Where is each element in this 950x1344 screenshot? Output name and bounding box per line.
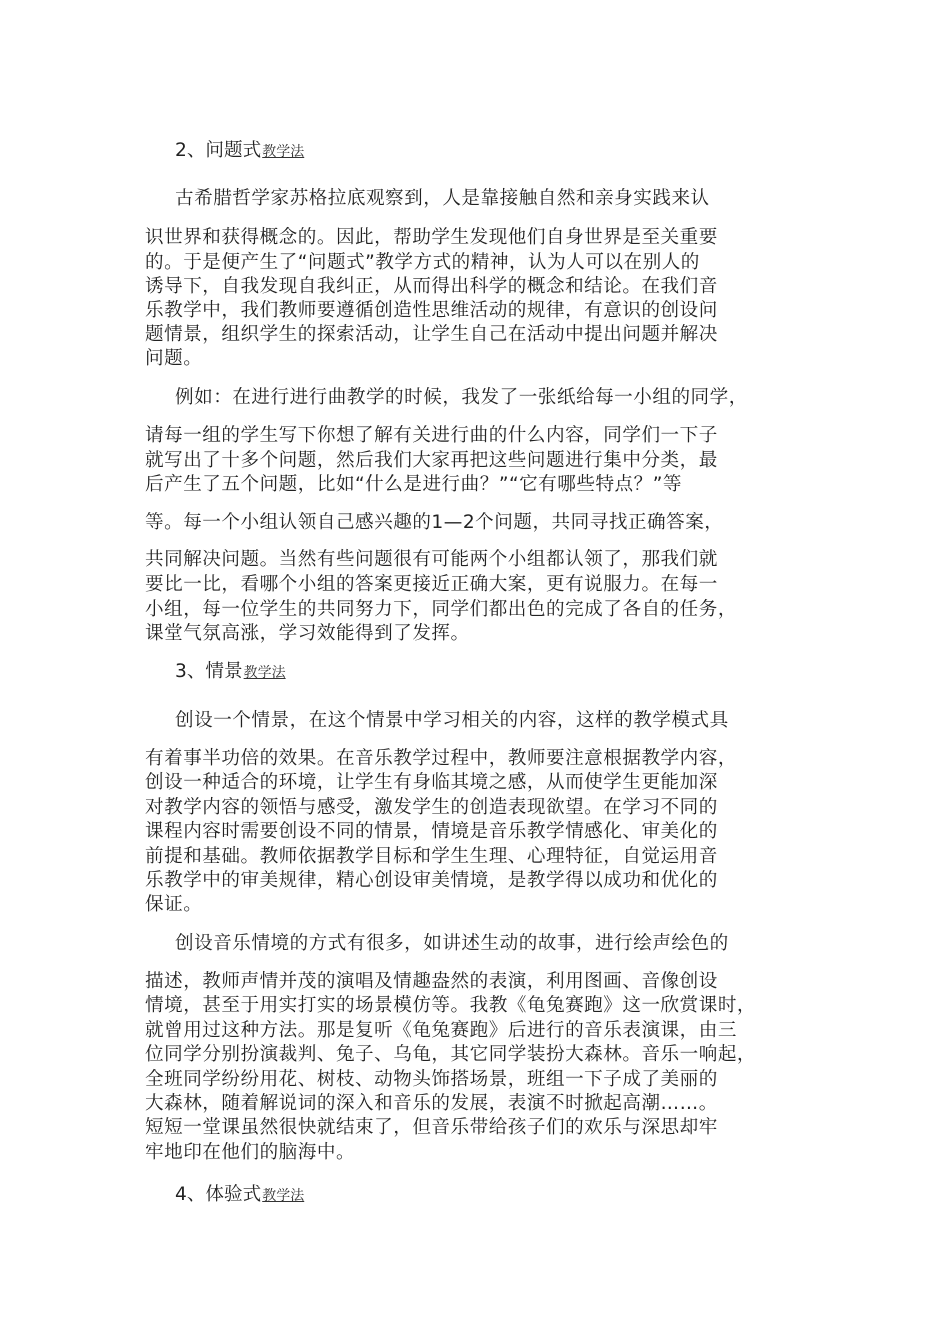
section-heading-2	[175, 139, 304, 164]
paragraph-line: 的。于是便产生了“问题式”教学方式的精神，认为人可以在别人的	[145, 252, 700, 273]
paragraph-line: 牢地印在他们的脑海中。	[145, 1142, 356, 1163]
paragraph-line: 要比一比，看哪个小组的答案更接近正确大案，更有说服力。在每一	[145, 574, 718, 595]
paragraph-line: 课堂气氛高涨，学习效能得到了发挥。	[145, 623, 470, 644]
paragraph-line: 请每一组的学生写下你想了解有关进行曲的什么内容，同学们一下子	[145, 425, 718, 446]
paragraph-line: 乐教学中的审美规律，精心创设审美情境，是教学得以成功和优化的	[145, 870, 718, 891]
section-heading-4	[175, 1183, 304, 1208]
paragraph-line: 创设一种适合的环境，让学生有身临其境之感，从而使学生更能加深	[145, 772, 718, 793]
paragraph-line: 创设一个情景，在这个情景中学习相关的内容，这样的教学模式具	[175, 710, 729, 731]
paragraph-line: 对教学内容的领悟与感受，激发学生的创造表现欲望。在学习不同的	[145, 797, 718, 818]
paragraph-line: 创设音乐情境的方式有很多，如讲述生动的故事，进行绘声绘色的	[175, 933, 729, 954]
paragraph-line: 题情景，组织学生的探索活动，让学生自己在活动中提出问题并解决	[145, 324, 718, 345]
paragraph-line: 就曾用过这种方法。那是复听《龟兔赛跑》后进行的音乐表演课，由三	[145, 1020, 737, 1041]
paragraph-line: 描述，教师声情并茂的演唱及情趣盎然的表演，利用图画、音像创设	[145, 971, 718, 992]
paragraph-line: 大森林，随着解说词的深入和音乐的发展，表演不时掀起高潮……。	[145, 1093, 718, 1114]
paragraph-line: 课程内容时需要创设不同的情景，情境是音乐教学情感化、审美化的	[145, 821, 718, 842]
heading-suffix: 教学法	[243, 665, 286, 681]
paragraph-line: 问题。	[145, 348, 203, 369]
heading-suffix: 教学法	[262, 144, 305, 160]
paragraph-line: 情境，甚至于用实打实的场景模仿等。我教《龟兔赛跑》这一欣赏课时，	[145, 995, 757, 1016]
paragraph-line: 前提和基础。教师依据教学目标和学生生理、心理特征，自觉运用音	[145, 846, 718, 867]
heading-number: 4、体验式	[175, 1184, 262, 1205]
paragraph-line: 乐教学中，我们教师要遵循创造性思维活动的规律，有意识的创设问	[145, 300, 718, 321]
paragraph-line: 短短一堂课虽然很快就结束了，但音乐带给孩子们的欢乐与深思却牢	[145, 1117, 718, 1138]
paragraph-line: 共同解决问题。当然有些问题很有可能两个小组都认领了，那我们就	[145, 549, 718, 570]
paragraph-line: 保证。	[145, 894, 203, 915]
paragraph-line: 有着事半功倍的效果。在音乐教学过程中，教师要注意根据教学内容，	[145, 748, 737, 769]
paragraph-line: 等。每一个小组认领自己感兴趣的1—2个问题，共同寻找正确答案，	[145, 512, 724, 533]
heading-number: 2、问题式	[175, 140, 262, 161]
heading-number: 3、情景	[175, 661, 243, 682]
paragraph-line: 小组，每一位学生的共同努力下，同学们都出色的完成了各自的任务，	[145, 599, 737, 620]
paragraph-line: 例如：在进行进行曲教学的时候，我发了一张纸给每一小组的同学，	[175, 387, 748, 408]
heading-suffix: 教学法	[262, 1188, 305, 1204]
paragraph-line: 就写出了十多个问题，然后我们大家再把这些问题进行集中分类，最	[145, 450, 718, 471]
paragraph-line: 全班同学纷纷用花、树枝、动物头饰搭场景，班组一下子成了美丽的	[145, 1069, 718, 1090]
paragraph-line: 识世界和获得概念的。因此，帮助学生发现他们自身世界是至关重要	[145, 227, 718, 248]
paragraph-line: 位同学分别扮演裁判、兔子、乌龟，其它同学装扮大森林。音乐一响起，	[145, 1044, 757, 1065]
paragraph-line: 后产生了五个问题，比如“什么是进行曲？”“它有哪些特点？”等	[145, 474, 682, 495]
paragraph-line: 诱导下，自我发现自我纠正，从而得出科学的概念和结论。在我们音	[145, 276, 718, 297]
paragraph-line: 古希腊哲学家苏格拉底观察到，人是靠接触自然和亲身实践来认	[175, 188, 710, 209]
section-heading-3	[175, 660, 286, 685]
